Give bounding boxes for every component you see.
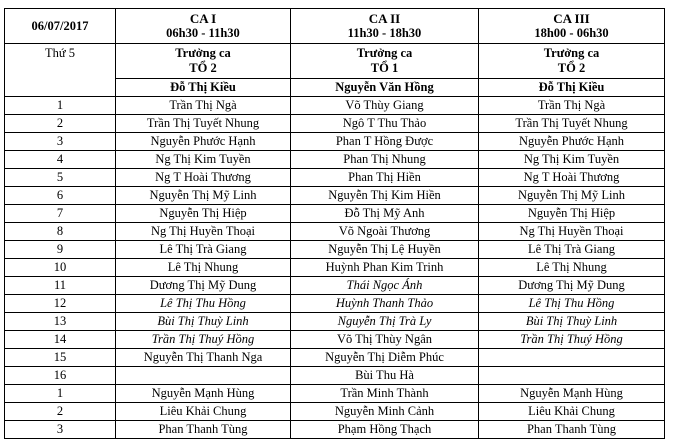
shift-1-staff: Dương Thị Mỹ Dung [116, 277, 291, 295]
shift-3-staff: Lê Thị Nhung [479, 259, 665, 277]
shift-2-title: CA II [368, 11, 401, 26]
shift-2-role: Trưởng ca [356, 46, 413, 60]
shift-1-staff: Nguyễn Thị Mỹ Linh [116, 187, 291, 205]
shift-1-staff: Lê Thị Thu Hồng [116, 295, 291, 313]
table-row [5, 367, 665, 385]
shift-3-staff: Ng Thị Huyền Thoại [479, 223, 665, 241]
shift-3-staff: Trần Thị Tuyết Nhung [479, 115, 665, 133]
shift-1-staff: Bùi Thị Thuỳ Linh [116, 313, 291, 331]
row-number: 10 [5, 259, 116, 277]
shift-2-staff: Thái Ngọc Ánh [291, 277, 479, 295]
shift-1-staff: Ng T Hoài Thương [116, 169, 291, 187]
shift-1-staff: Liêu Khải Chung [116, 403, 291, 421]
shift-1-staff: Lê Thị Nhung [116, 259, 291, 277]
shift-3-staff: Lê Thị Trà Giang [479, 241, 665, 259]
shift-3-staff: Nguyễn Mạnh Hùng [479, 385, 665, 403]
table-row [5, 421, 665, 439]
shift-1-leader: Đỗ Thị Kiều [116, 79, 291, 97]
shift-1-time: 06h30 - 11h30 [166, 26, 240, 40]
shift-2-staff: Ngô T Thu Thảo [291, 115, 479, 133]
row-number: 2 [5, 403, 116, 421]
shift-3-staff: Bùi Thị Thuỳ Linh [479, 313, 665, 331]
row-number: 16 [5, 367, 116, 385]
shift-header-row [5, 9, 665, 44]
shift-2-staff: Phan Thị Hiền [291, 169, 479, 187]
shift-3-leader: Đỗ Thị Kiều [479, 79, 665, 97]
shift-2-staff: Võ Thị Thùy Ngân [291, 331, 479, 349]
shift-2-staff: Nguyễn Thị Trà Ly [291, 313, 479, 331]
shift-1-staff: Lê Thị Trà Giang [116, 241, 291, 259]
table-row [5, 133, 665, 151]
table-row [5, 205, 665, 223]
shift-3-staff [479, 349, 665, 367]
table-row [5, 259, 665, 277]
shift-1-role: Trưởng ca [175, 46, 231, 60]
shift-3-staff: Trần Thị Ngà [479, 97, 665, 115]
row-number: 5 [5, 169, 116, 187]
shift-3-staff: Dương Thị Mỹ Dung [479, 277, 665, 295]
row-number: 8 [5, 223, 116, 241]
shift-1-header [116, 9, 291, 44]
shift-2-staff: Võ Ngoài Thương [291, 223, 479, 241]
shift-2-staff: Phạm Hồng Thạch [291, 421, 479, 439]
shift-2-staff: Nguyễn Thị Lệ Huyền [291, 241, 479, 259]
table-row [5, 295, 665, 313]
row-number: 6 [5, 187, 116, 205]
shift-3-staff: Nguyễn Phước Hạnh [479, 133, 665, 151]
row-number: 4 [5, 151, 116, 169]
row-number: 1 [5, 97, 116, 115]
shift-3-staff: Nguyễn Thị Hiệp [479, 205, 665, 223]
table-row [5, 277, 665, 295]
shift-2-staff: Đỗ Thị Mỹ Anh [291, 205, 479, 223]
shift-1-staff: Trần Thị Thuý Hồng [116, 331, 291, 349]
row-number: 7 [5, 205, 116, 223]
row-number: 3 [5, 133, 116, 151]
table-row [5, 385, 665, 403]
shift-1-staff: Trần Thị Tuyết Nhung [116, 115, 291, 133]
row-number: 9 [5, 241, 116, 259]
shift-2-staff: Huỳnh Thanh Thảo [291, 295, 479, 313]
shift-1-title: CA I [189, 11, 217, 26]
shift-3-staff: Phan Thanh Tùng [479, 421, 665, 439]
shift-3-staff: Trần Thị Thuý Hồng [479, 331, 665, 349]
table-row [5, 169, 665, 187]
shift-2-staff: Phan Thị Nhung [291, 151, 479, 169]
shift-2-header [291, 9, 479, 44]
shift-2-staff: Nguyễn Minh Cảnh [291, 403, 479, 421]
shift-2-staff: Huỳnh Phan Kim Trinh [291, 259, 479, 277]
shift-3-team [479, 44, 665, 79]
shift-2-time: 11h30 - 18h30 [347, 26, 422, 40]
shift-3-staff [479, 367, 665, 385]
shift-1-team-label: TỔ 2 [189, 61, 217, 75]
table-row [5, 403, 665, 421]
shift-2-staff: Võ Thùy Giang [291, 97, 479, 115]
shift-1-staff: Trần Thị Ngà [116, 97, 291, 115]
row-number: 13 [5, 313, 116, 331]
shift-2-team-label: TỔ 1 [370, 61, 399, 75]
shift-3-staff: Ng T Hoài Thương [479, 169, 665, 187]
team-header-row [5, 44, 665, 79]
shift-3-staff: Lê Thị Thu Hồng [479, 295, 665, 313]
table-row [5, 223, 665, 241]
shift-3-team-label: TỔ 2 [557, 61, 586, 75]
row-number: 15 [5, 349, 116, 367]
shift-2-leader: Nguyễn Văn Hồng [291, 79, 479, 97]
shift-1-staff: Ng Thị Kim Tuyền [116, 151, 291, 169]
shift-3-header [479, 9, 665, 44]
shift-2-team [291, 44, 479, 79]
table-row [5, 331, 665, 349]
row-number: 14 [5, 331, 116, 349]
table-row [5, 313, 665, 331]
row-number: 11 [5, 277, 116, 295]
shift-2-staff: Phan T Hồng Được [291, 133, 479, 151]
table-row [5, 349, 665, 367]
shift-3-staff: Ng Thị Kim Tuyền [479, 151, 665, 169]
shift-2-staff: Bùi Thu Hà [291, 367, 479, 385]
shift-3-role: Trưởng ca [543, 46, 600, 60]
table-row [5, 97, 665, 115]
shift-3-staff: Liêu Khải Chung [479, 403, 665, 421]
shift-1-staff: Phan Thanh Tùng [116, 421, 291, 439]
shift-1-staff: Nguyễn Mạnh Hùng [116, 385, 291, 403]
table-row [5, 187, 665, 205]
shift-2-staff: Nguyễn Thị Diễm Phúc [291, 349, 479, 367]
table-row [5, 241, 665, 259]
shift-1-staff: Ng Thị Huyền Thoại [116, 223, 291, 241]
shift-1-staff: Nguyễn Phước Hạnh [116, 133, 291, 151]
row-number: 12 [5, 295, 116, 313]
shift-3-time: 18h00 - 06h30 [534, 26, 609, 40]
date-cell: 06/07/2017 [5, 9, 116, 44]
shift-2-staff: Nguyễn Thị Kim Hiền [291, 187, 479, 205]
shift-1-staff [116, 367, 291, 385]
shift-1-staff: Nguyễn Thị Hiệp [116, 205, 291, 223]
shift-2-staff: Trần Minh Thành [291, 385, 479, 403]
table-row [5, 151, 665, 169]
row-number: 1 [5, 385, 116, 403]
shift-1-team [116, 44, 291, 79]
row-number: 3 [5, 421, 116, 439]
shift-3-staff: Nguyễn Thị Mỹ Linh [479, 187, 665, 205]
shift-1-staff: Nguyễn Thị Thanh Nga [116, 349, 291, 367]
table-row [5, 115, 665, 133]
day-cell: Thứ 5 [5, 44, 116, 97]
shift-3-title: CA III [553, 11, 590, 26]
shift-schedule-table [4, 8, 665, 439]
row-number: 2 [5, 115, 116, 133]
